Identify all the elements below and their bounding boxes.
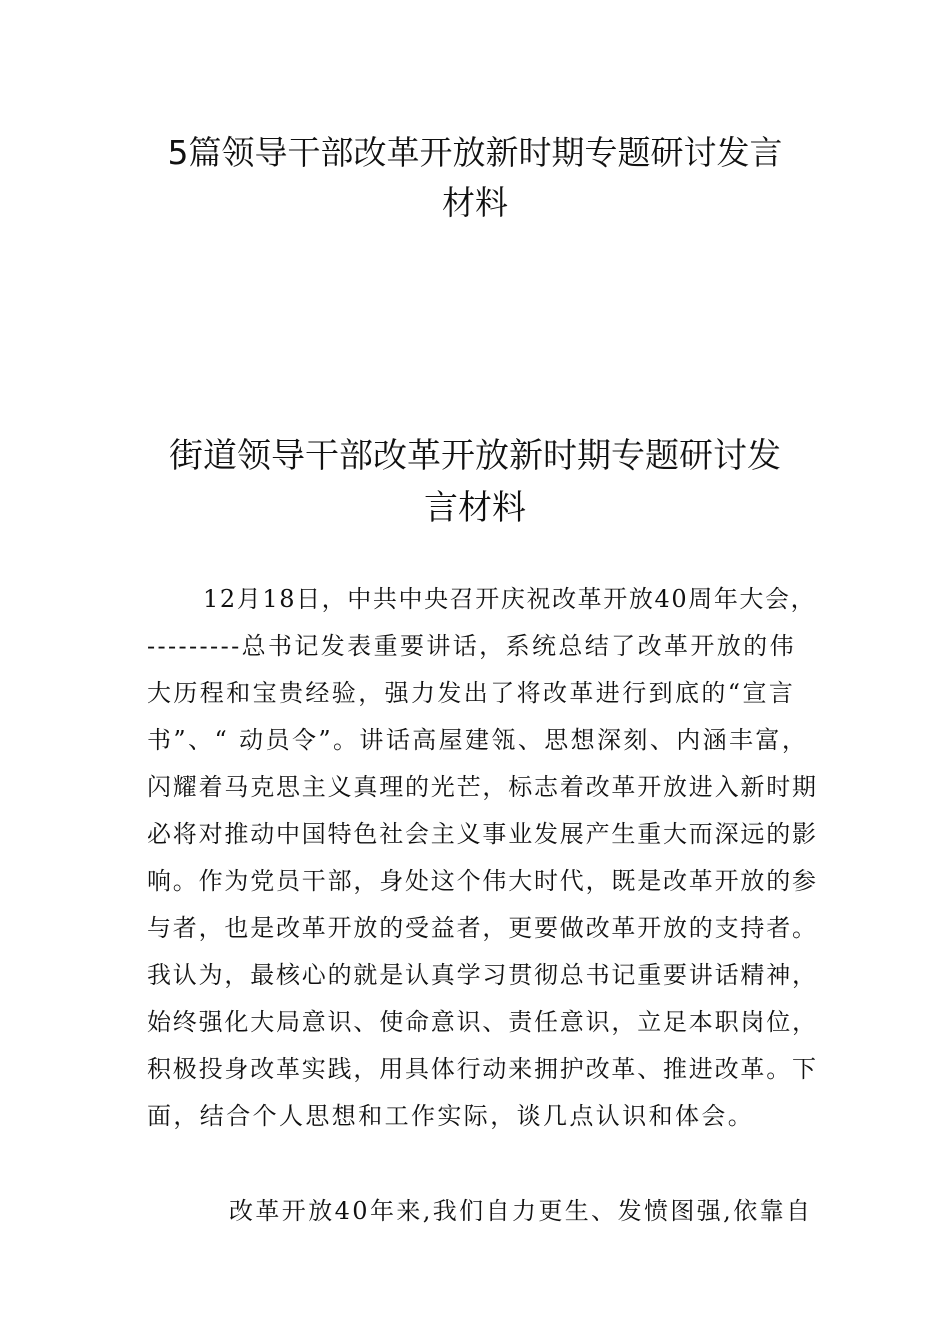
paragraph-1 <box>147 576 819 1140</box>
text-line: 闪耀着马克思主义真理的光芒，标志着改革开放进入新时期 <box>147 773 818 801</box>
text-line: 我认为，最核心的就是认真学习贯彻总书记重要讲话精神， <box>147 961 818 989</box>
main-title <box>110 128 840 228</box>
sub-title <box>110 430 840 534</box>
sub-title-line-2: 言材料 <box>424 488 526 528</box>
sub-title-line-1: 街道领导干部改革开放新时期专题研讨发 <box>169 436 781 476</box>
text-line: 积极投身改革实践，用具体行动来拥护改革、推进改革。下 <box>147 1055 818 1083</box>
text-line: 响。作为党员干部，身处这个伟大时代，既是改革开放的参 <box>147 867 818 895</box>
text-line: 书”、“ 动员令”。讲话高屋建瓴、思想深刻、内涵丰富， <box>147 726 809 754</box>
text-line: 始终强化大局意识、使命意识、责任意识，立足本职岗位， <box>147 1008 818 1036</box>
text-line: 面，结合个人思想和工作实际，谈几点认识和体会。 <box>147 1102 755 1130</box>
main-title-line-1: 5篇领导干部改革开放新时期专题研讨发言 <box>167 133 783 172</box>
text-line: 必将对推动中国特色社会主义事业发展产生重大而深远的影 <box>147 820 818 848</box>
text-line: 改革开放40年来,我们自力更生、发愤图强,依靠自 <box>229 1197 813 1225</box>
text-line: 大历程和宝贵经验，强力发出了将改革进行到底的“宣言 <box>147 679 796 707</box>
paragraph-2 <box>147 1188 819 1235</box>
text-line: ---------总书记发表重要讲话，系统总结了改革开放的伟 <box>147 632 796 660</box>
text-line: 与者，也是改革开放的受益者，更要做改革开放的支持者。 <box>147 914 818 942</box>
text-line: 12月18日，中共中央召开庆祝改革开放40周年大会， <box>203 585 817 613</box>
main-title-line-2: 材料 <box>442 183 508 222</box>
